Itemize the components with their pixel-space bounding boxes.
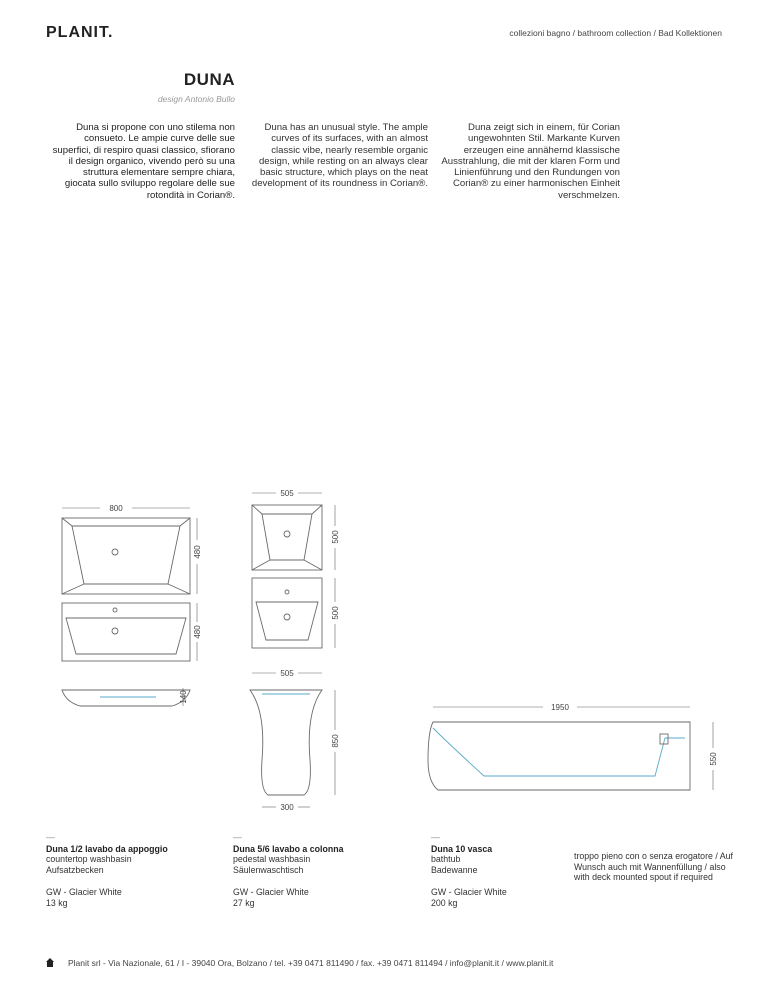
product-weight: 27 kg <box>233 897 255 908</box>
product-card-bathtub <box>431 832 561 908</box>
product-name-german: Säulenwaschtisch <box>233 864 304 875</box>
product-finish: GW - Glacier White <box>233 887 309 897</box>
product-finish: GW - Glacier White <box>46 887 122 897</box>
pedestal-side-view <box>250 690 322 795</box>
dim-pedestal-height: 850 <box>331 734 340 748</box>
dim-tub-height: 550 <box>709 752 718 766</box>
home-icon <box>46 958 54 967</box>
dim-pedestal-base: 300 <box>280 803 294 812</box>
pedestal-top-view-2 <box>252 578 322 648</box>
designer-credit: design Antonio Bullo <box>157 94 235 104</box>
dim-tub-length: 1950 <box>551 703 569 712</box>
product-name: Duna 10 vasca <box>431 843 493 854</box>
description-german: Duna zeigt sich in einem, für Corian ungewohnten Stil. Markante Kurven erzeugen eine annähernd klassische Ausstrahlung, die mit der klaren Form und Linienführung und den Rundungen von Corian® zu einer harmonischen Einheit verschmelzen. <box>441 122 620 201</box>
dim-basin-depth-1: 480 <box>193 545 202 559</box>
product-name-german: Badewanne <box>431 864 478 875</box>
dim-pedestal-depth-2: 500 <box>331 606 340 620</box>
product-name-english: countertop washbasin <box>46 854 132 864</box>
pedestal-top-view-1 <box>252 505 322 570</box>
basin-top-view-2 <box>62 603 190 661</box>
description-italian: Duna si propone con uno stilema non consueto. Le ampie curve delle sue superfici, di respiro quasi classico, sfiorano il design organico, vivendo però su una struttura elementare sempre chiara, giocata sullo sviluppo regolare delle sue rotondità in Corian®. <box>52 122 235 201</box>
dim-pedestal-depth-1: 500 <box>331 530 340 544</box>
product-finish: GW - Glacier White <box>431 887 507 897</box>
basin-side-view <box>62 690 190 706</box>
dim-basin-width: 800 <box>109 504 123 513</box>
product-divider: — <box>46 832 55 842</box>
product-name: Duna 1/2 lavabo da appoggio <box>46 843 168 854</box>
dim-basin-height: 140 <box>179 690 188 704</box>
collection-breadcrumb: collezioni bagno / bathroom collection / Bad Kollektionen <box>509 28 722 38</box>
product-name-german: Aufsatzbecken <box>46 864 104 875</box>
basin-top-view-1 <box>62 518 190 594</box>
bathtub-overflow-note: troppo pieno con o senza erogatore / Auf Wunsch auch mit Wannenfüllung / also with deck mounted spout if required <box>574 851 733 882</box>
product-weight: 13 kg <box>46 897 68 908</box>
product-divider: — <box>233 832 242 842</box>
brand-logo: PLANIT. <box>46 24 114 41</box>
product-name: Duna 5/6 lavabo a colonna <box>233 843 344 854</box>
dim-pedestal-width-mid: 505 <box>280 669 294 678</box>
product-name-english: bathtub <box>431 854 461 864</box>
company-footer: Planit srl - Via Nazionale, 61 / I - 39040 Ora, Bolzano / tel. +39 0471 811490 / fax. +39 0471 811494 / info@planit.it / www.planit.it <box>68 958 554 968</box>
product-name-english: pedestal washbasin <box>233 854 311 864</box>
dim-basin-depth-2: 480 <box>193 625 202 639</box>
product-divider: — <box>431 832 440 842</box>
product-weight: 200 kg <box>431 897 458 908</box>
product-title: DUNA <box>183 70 235 89</box>
product-card-pedestal <box>233 832 413 908</box>
description-english: Duna has an unusual style. The ample curves of its surfaces, with an almost classic vibe, nearly resemble organic design, while resting on an always clear basic structure, which plays on the neat development of its roundness in Corian®. <box>251 122 428 190</box>
product-card-countertop <box>46 832 226 908</box>
bathtub-side-view <box>428 722 690 790</box>
dim-pedestal-width-top: 505 <box>280 489 294 498</box>
